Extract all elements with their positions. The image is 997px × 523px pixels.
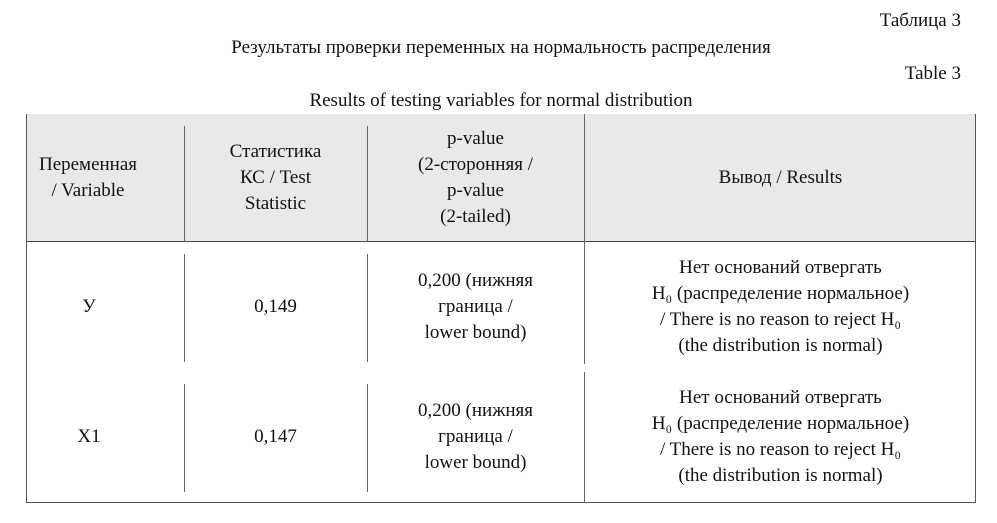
- table-row-statistic: 0,149: [254, 296, 297, 317]
- results-table: [26, 114, 976, 503]
- table-row-statistic: 0,147: [254, 426, 297, 447]
- table-row-pvalue: 0,200 (нижняя граница / lower bound): [418, 400, 533, 473]
- table-row-variable: X1: [77, 426, 101, 447]
- header-pvalue: p-value (2-сторонняя / p-value (2-tailed): [418, 128, 533, 227]
- table-number-ru: Таблица 3: [879, 10, 961, 31]
- table-row-result: Нет оснований отвергать H₀ (распределение нормальное) / There is no reason to reject H₀ (the distribution is normal): [651, 257, 910, 356]
- header-statistic: Статистика КС / Test Statistic: [229, 141, 322, 214]
- header-results: Вывод / Results: [718, 167, 843, 188]
- header-variable: Переменная / Variable: [38, 154, 138, 201]
- table-row-result: Нет оснований отвергать H₀ (распределение нормальное) / There is no reason to reject H₀ (the distribution is normal): [651, 387, 910, 486]
- table-row-variable: У: [82, 296, 96, 317]
- table-title-ru: Результаты проверки переменных на нормальность распределения: [231, 37, 771, 58]
- table-title-en: Results of testing variables for normal distribution: [309, 90, 693, 111]
- table-row-pvalue: 0,200 (нижняя граница / lower bound): [418, 270, 533, 343]
- table-number-en: Table 3: [904, 63, 961, 84]
